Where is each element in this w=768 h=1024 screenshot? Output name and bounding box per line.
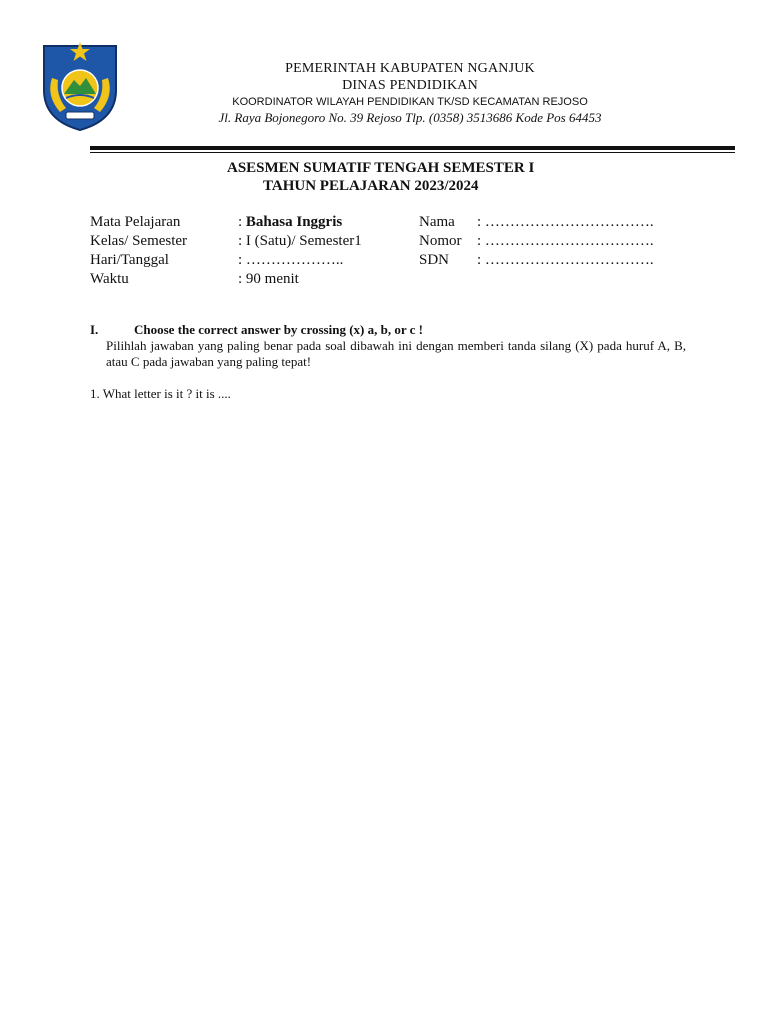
subject-name: Bahasa Inggris (245, 214, 343, 230)
day-value: : ……………….. (238, 252, 344, 268)
class-value: : I (Satu)/ Semester1 (238, 233, 362, 249)
number-field: : ……………………………. (477, 233, 654, 249)
number-label: Nomor (419, 233, 462, 249)
header-divider-thin (90, 152, 735, 153)
header-divider-thick (90, 146, 735, 150)
section-instruction: Choose the correct answer by crossing (x) a, b, or c ! (134, 322, 423, 337)
question-1: 1. What letter is it ? it is .... (90, 386, 231, 401)
class-label: Kelas/ Semester (90, 233, 188, 249)
header-department: DINAS PENDIDIKAN (342, 78, 478, 93)
name-field: : ……………………………. (477, 214, 654, 230)
subject-label: Mata Pelajaran (90, 214, 181, 230)
exam-title: ASESMEN SUMATIF TENGAH SEMESTER I (227, 160, 535, 176)
header-coordinator: KOORDINATOR WILAYAH PENDIDIKAN TK/SD KECAMATAN REJOSO (232, 96, 588, 108)
section-subinstruction: Pilihlah jawaban yang paling benar pada soal dibawah ini dengan memberi tanda silang (X) pada huruf A, B, atau C pada jawaban yang paling tepat! (106, 338, 686, 369)
school-field: : ……………………………. (477, 252, 654, 268)
nganjuk-emblem-icon (36, 38, 124, 132)
subject-colon: : (238, 214, 246, 230)
school-label: SDN (419, 252, 450, 268)
header-address: Jl. Raya Bojonegoro No. 39 Rejoso Tlp. (0358) 3513686 Kode Pos 64453 (218, 110, 602, 125)
subject-value (238, 214, 342, 231)
header-government: PEMERINTAH KABUPATEN NGANJUK (285, 61, 535, 76)
academic-year: TAHUN PELAJARAN 2023/2024 (263, 178, 479, 194)
day-label: Hari/Tanggal (90, 252, 169, 268)
section-number: I. (90, 322, 99, 337)
time-label: Waktu (90, 271, 129, 287)
name-label: Nama (419, 214, 455, 230)
time-value: : 90 menit (238, 271, 299, 287)
